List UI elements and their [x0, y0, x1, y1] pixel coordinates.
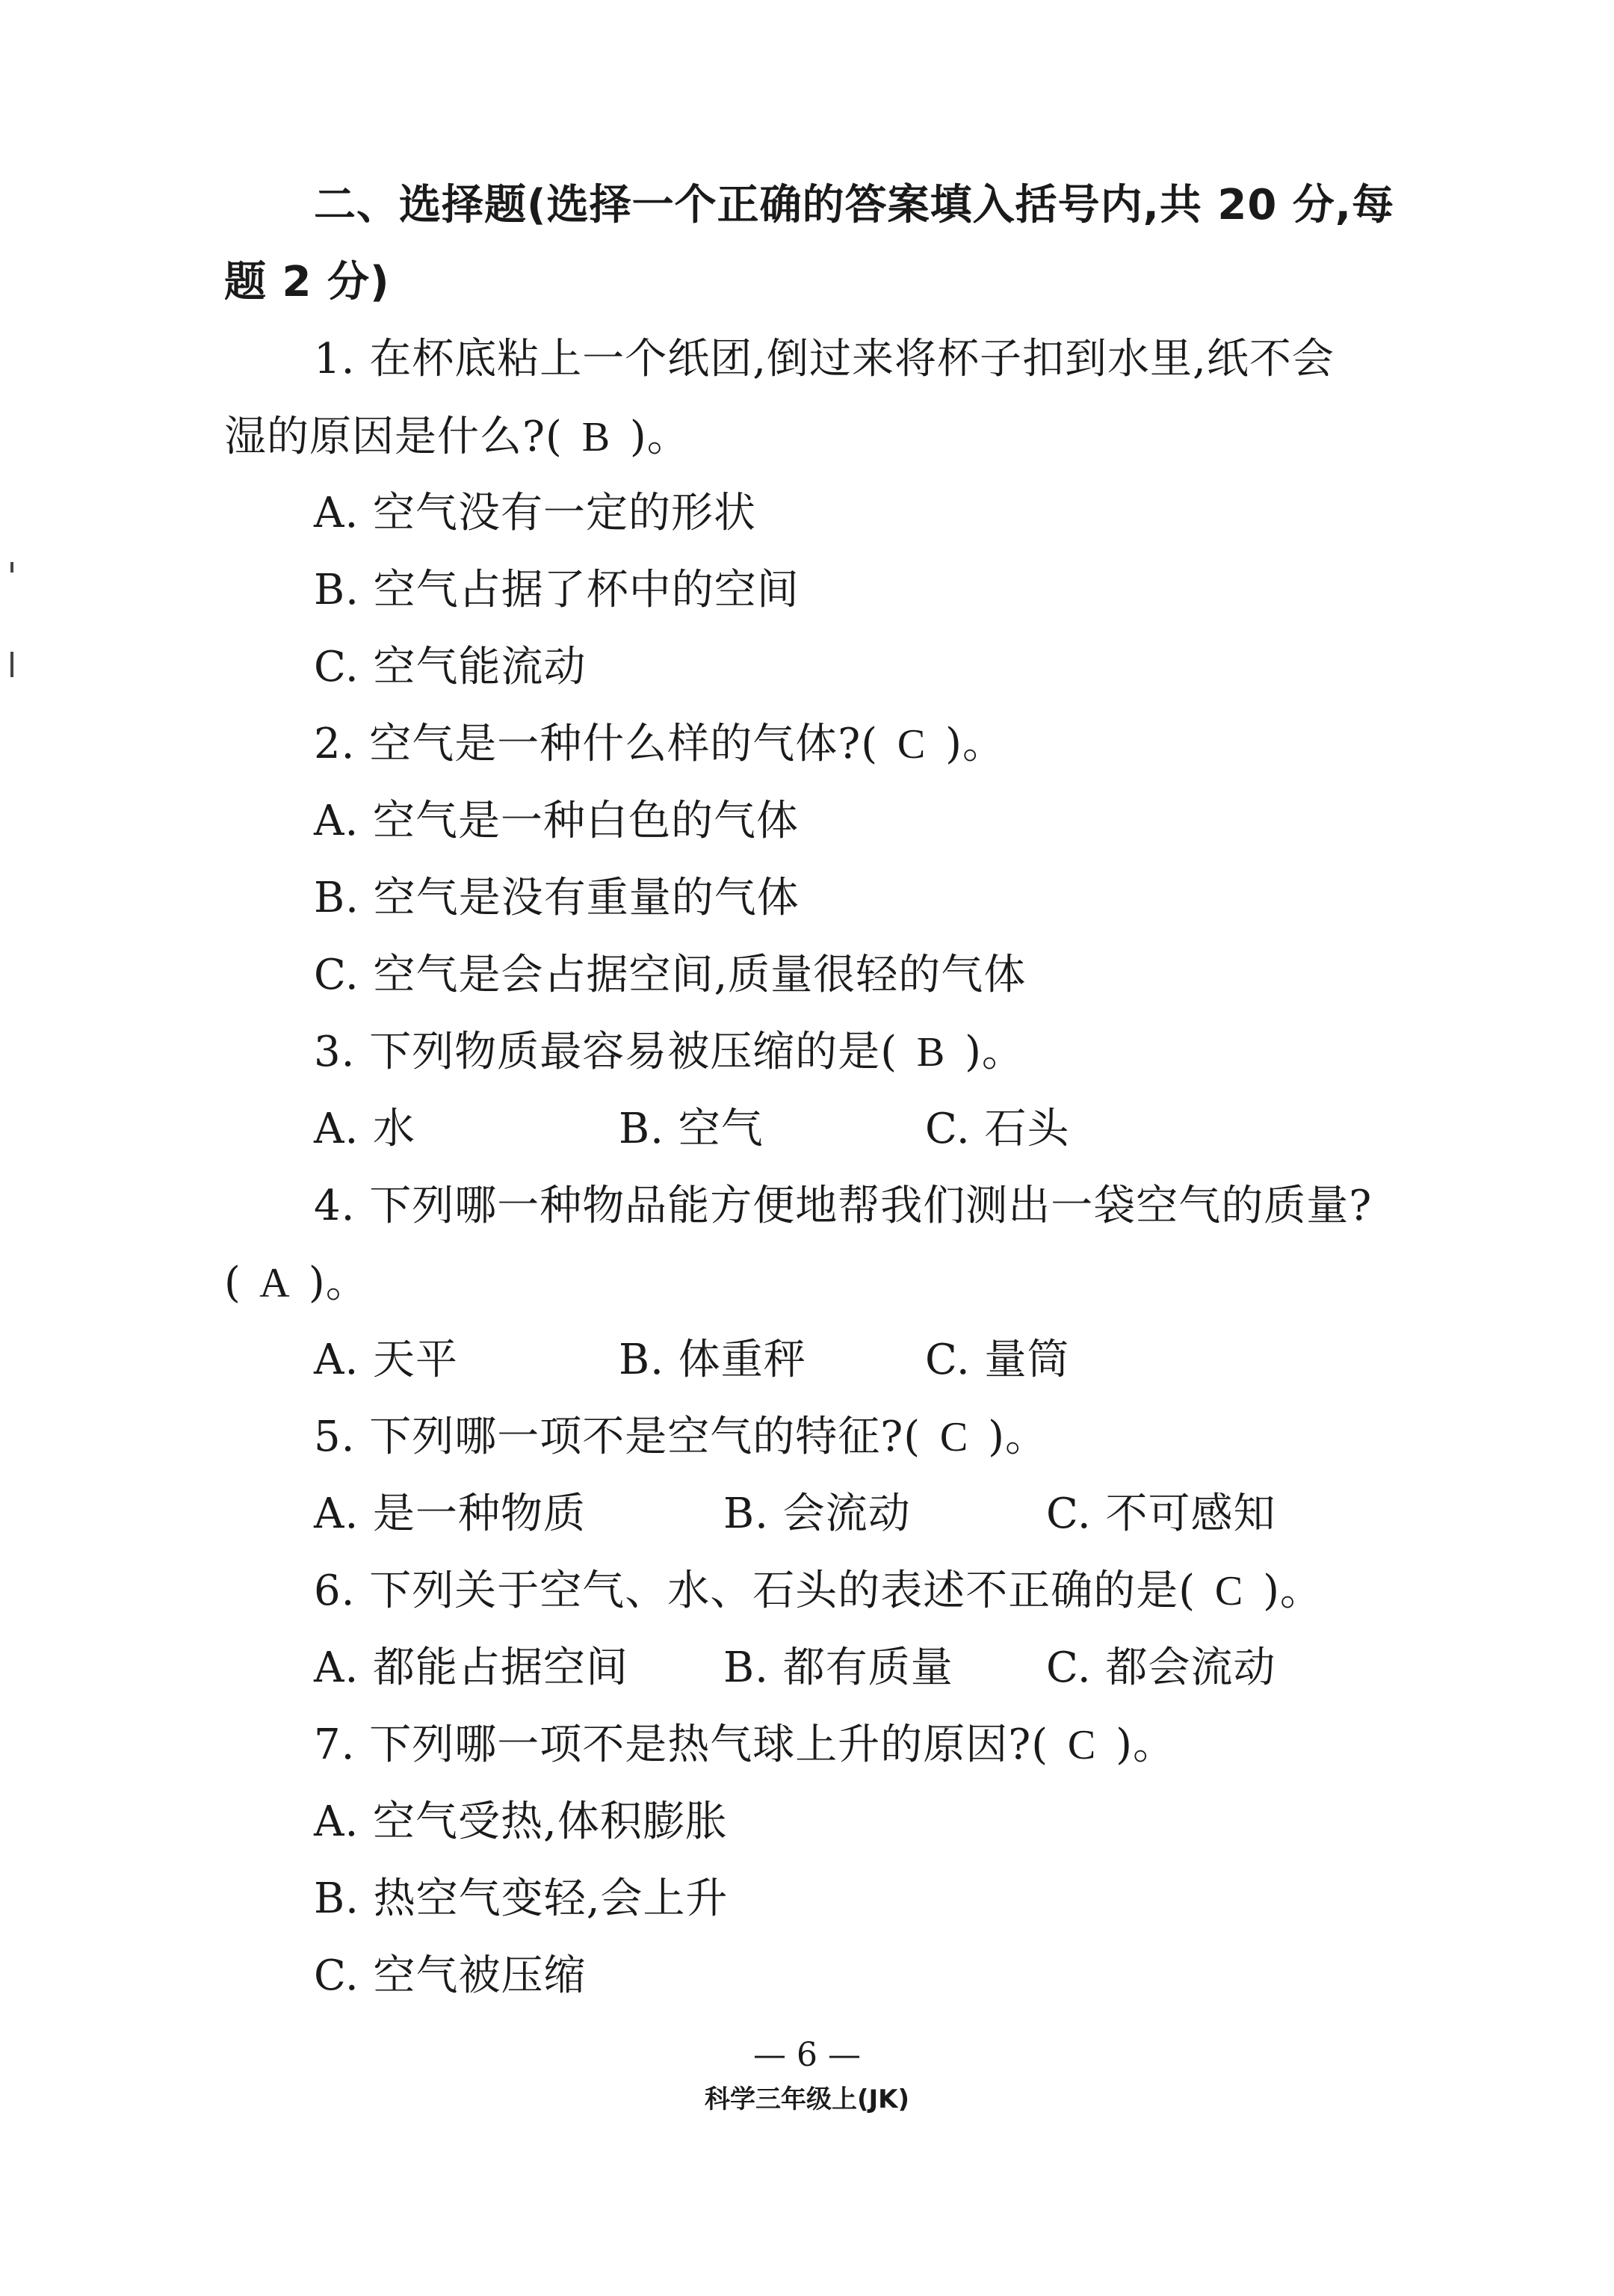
question-1-option-c: C. 空气能流动: [314, 643, 587, 691]
question-2-option-c: C. 空气是会占据空间,质量很轻的气体: [314, 951, 1027, 999]
question-3-stem: [314, 1019, 1024, 1086]
question-7-answer: C: [1067, 1722, 1097, 1768]
margin-mark: [10, 562, 13, 573]
question-5-stem: [314, 1404, 1048, 1471]
question-2-stem: [314, 711, 1005, 778]
question-6-stem-text: 6. 下列关于空气、水、石头的表述不正确的是(: [314, 1567, 1196, 1615]
question-5-stem-text: 5. 下列哪一项不是空气的特征?(: [314, 1413, 921, 1461]
question-6-stem: [314, 1558, 1323, 1625]
question-1-stem: 1. 在杯底粘上一个纸团,倒过来将杯子扣到水里,纸不会: [314, 335, 1335, 383]
question-5-answer: C: [939, 1414, 969, 1460]
question-4-stem-continued: [224, 1250, 368, 1317]
question-7-stem-end: )。: [1116, 1721, 1175, 1769]
question-5-option-a: A. 是一种物质: [314, 1490, 587, 1538]
question-1-answer: B: [581, 414, 611, 460]
question-1-option-b: B. 空气占据了杯中的空间: [314, 566, 800, 614]
question-1-stem-end: )。: [629, 413, 690, 461]
question-6-options: [0, 1635, 1614, 1702]
question-4-options: [0, 1327, 1614, 1394]
question-3-answer: B: [916, 1029, 946, 1076]
question-5-stem-end: )。: [988, 1413, 1048, 1461]
question-7-option-b: B. 热空气变轻,会上升: [314, 1874, 729, 1923]
question-7-stem: [314, 1712, 1175, 1779]
page-number: — 6 —: [753, 2036, 861, 2074]
question-4-stem-open: (: [224, 1259, 241, 1307]
question-6-stem-end: )。: [1263, 1567, 1323, 1615]
question-6-option-b: B. 都有质量: [723, 1644, 953, 1692]
question-2-option-b: B. 空气是没有重量的气体: [314, 874, 800, 922]
question-1-stem-text: 湿的原因是什么?(: [224, 413, 563, 461]
question-3-stem-end: )。: [965, 1028, 1024, 1076]
question-1-option-a: A. 空气没有一定的形状: [314, 489, 757, 537]
question-5-options: [0, 1481, 1614, 1548]
book-label: 科学三年级上(JK): [704, 2084, 910, 2114]
question-6-answer: C: [1214, 1568, 1244, 1614]
question-7-stem-text: 7. 下列哪一项不是热气球上升的原因?(: [314, 1721, 1049, 1769]
question-2-option-a: A. 空气是一种白色的气体: [314, 797, 800, 845]
question-7-option-a: A. 空气受热,体积膨胀: [314, 1797, 728, 1846]
question-7-option-c: C. 空气被压缩: [314, 1951, 587, 2000]
margin-mark: [10, 652, 13, 677]
question-4-stem-end: )。: [308, 1259, 368, 1307]
question-3-option-c: C. 石头: [925, 1105, 1070, 1153]
question-5-option-c: C. 不可感知: [1046, 1490, 1276, 1538]
question-3-option-a: A. 水: [314, 1105, 416, 1153]
question-6-option-c: C. 都会流动: [1046, 1644, 1276, 1692]
question-1-stem-continued: [224, 404, 690, 471]
question-3-options: [0, 1096, 1614, 1163]
question-2-answer: C: [897, 721, 927, 768]
question-4-option-b: B. 体重秤: [619, 1336, 806, 1384]
question-2-stem-text: 2. 空气是一种什么样的气体?(: [314, 720, 879, 768]
question-4-stem: 4. 下列哪一种物品能方便地帮我们测出一袋空气的质量?: [314, 1182, 1373, 1230]
question-4-option-a: A. 天平: [314, 1336, 459, 1384]
question-3-option-b: B. 空气: [619, 1105, 764, 1153]
section-heading-continued: 题 2 分): [224, 258, 390, 306]
question-2-stem-end: )。: [945, 720, 1005, 768]
question-3-stem-text: 3. 下列物质最容易被压缩的是(: [314, 1028, 898, 1076]
section-heading: 二、选择题(选择一个正确的答案填入括号内,共 20 分,每: [314, 181, 1395, 229]
question-5-option-b: B. 会流动: [723, 1490, 911, 1538]
question-6-option-a: A. 都能占据空间: [314, 1644, 629, 1692]
question-4-option-c: C. 量筒: [925, 1336, 1070, 1384]
question-4-answer: A: [259, 1260, 291, 1306]
